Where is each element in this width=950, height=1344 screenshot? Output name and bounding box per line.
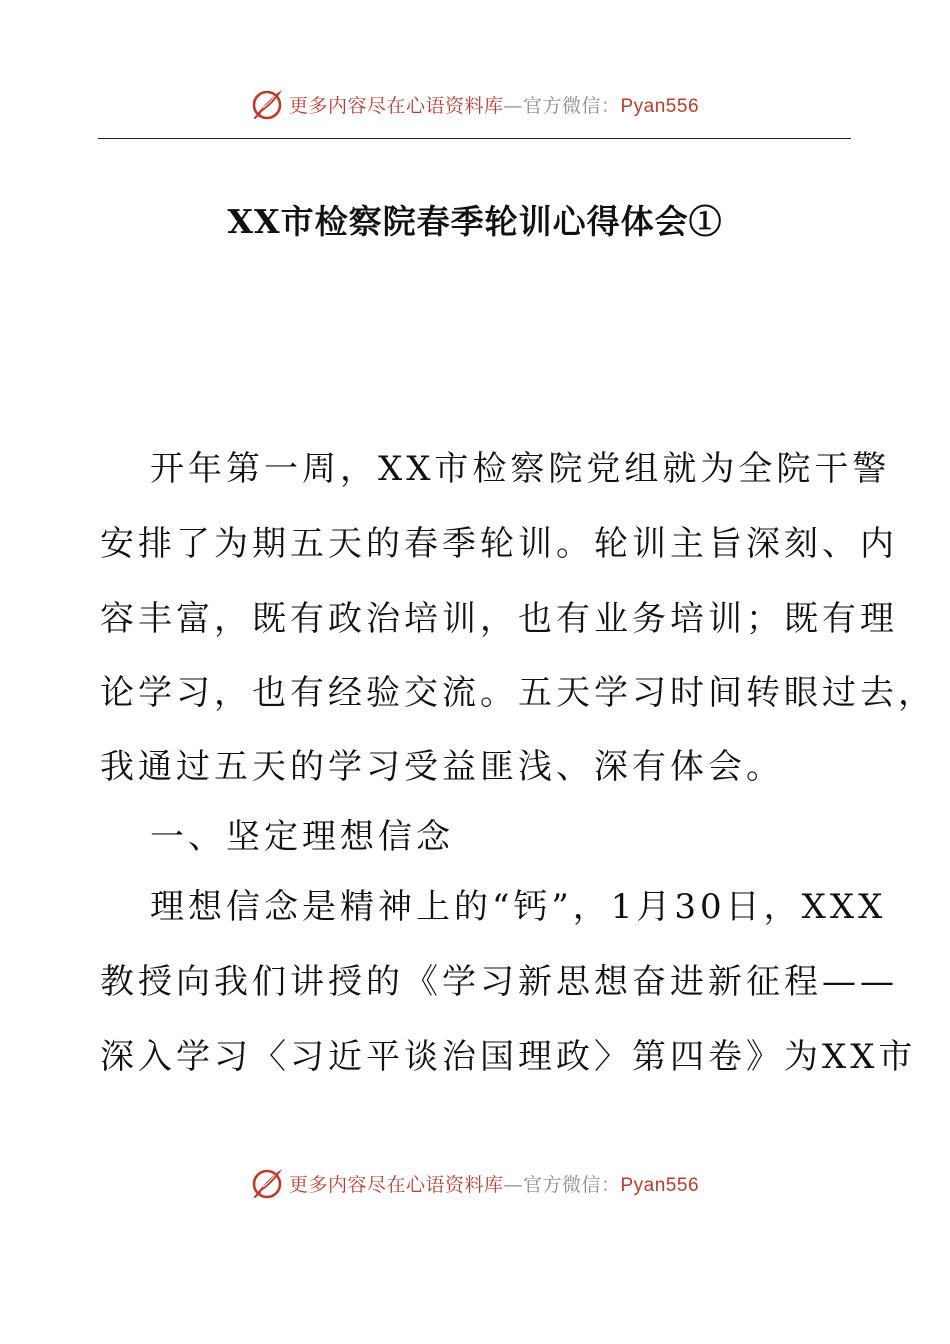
banner-dash: — — [503, 1173, 523, 1196]
quill-pen-logo-icon — [251, 1166, 285, 1200]
banner-text — [289, 1170, 699, 1197]
body-line: 理想信念是精神上的“钙”，1月30日，XXX — [150, 887, 887, 927]
banner-wechat-id: Pyan556 — [620, 1174, 700, 1196]
header-banner — [0, 84, 950, 124]
banner-main: 更多内容尽在心语资料库 — [288, 1173, 504, 1196]
banner-wechat-id: Pyan556 — [620, 95, 700, 117]
quill-pen-logo-icon — [251, 87, 285, 121]
body-line: 容丰富，既有政治培训，也有业务培训；既有理 — [100, 599, 898, 639]
body-line: 我通过五天的学习受益匪浅、深有体会。 — [100, 747, 784, 787]
body-line: 开年第一周，XX市检察院党组就为全院干警 — [150, 449, 891, 489]
body-line: 论学习，也有经验交流。五天学习时间转眼过去， — [100, 673, 936, 713]
banner-official: 官方微信： — [522, 1173, 621, 1196]
page-title: XX市检察院春季轮训心得体会① — [227, 202, 723, 241]
header-divider — [98, 138, 851, 139]
body-line: 教授向我们讲授的《学习新思想奋进新征程—— — [100, 962, 898, 1002]
footer-banner — [0, 1163, 950, 1203]
banner-official: 官方微信： — [522, 94, 621, 117]
body-line: 安排了为期五天的春季轮训。轮训主旨深刻、内 — [100, 524, 898, 564]
banner-main: 更多内容尽在心语资料库 — [288, 94, 504, 117]
banner-text — [289, 91, 699, 118]
section-heading: 一、坚定理想信念 — [150, 817, 454, 857]
body-line: 深入学习〈习近平谈治国理政〉第四卷》为XX市 — [100, 1037, 917, 1077]
banner-dash: — — [503, 94, 523, 117]
